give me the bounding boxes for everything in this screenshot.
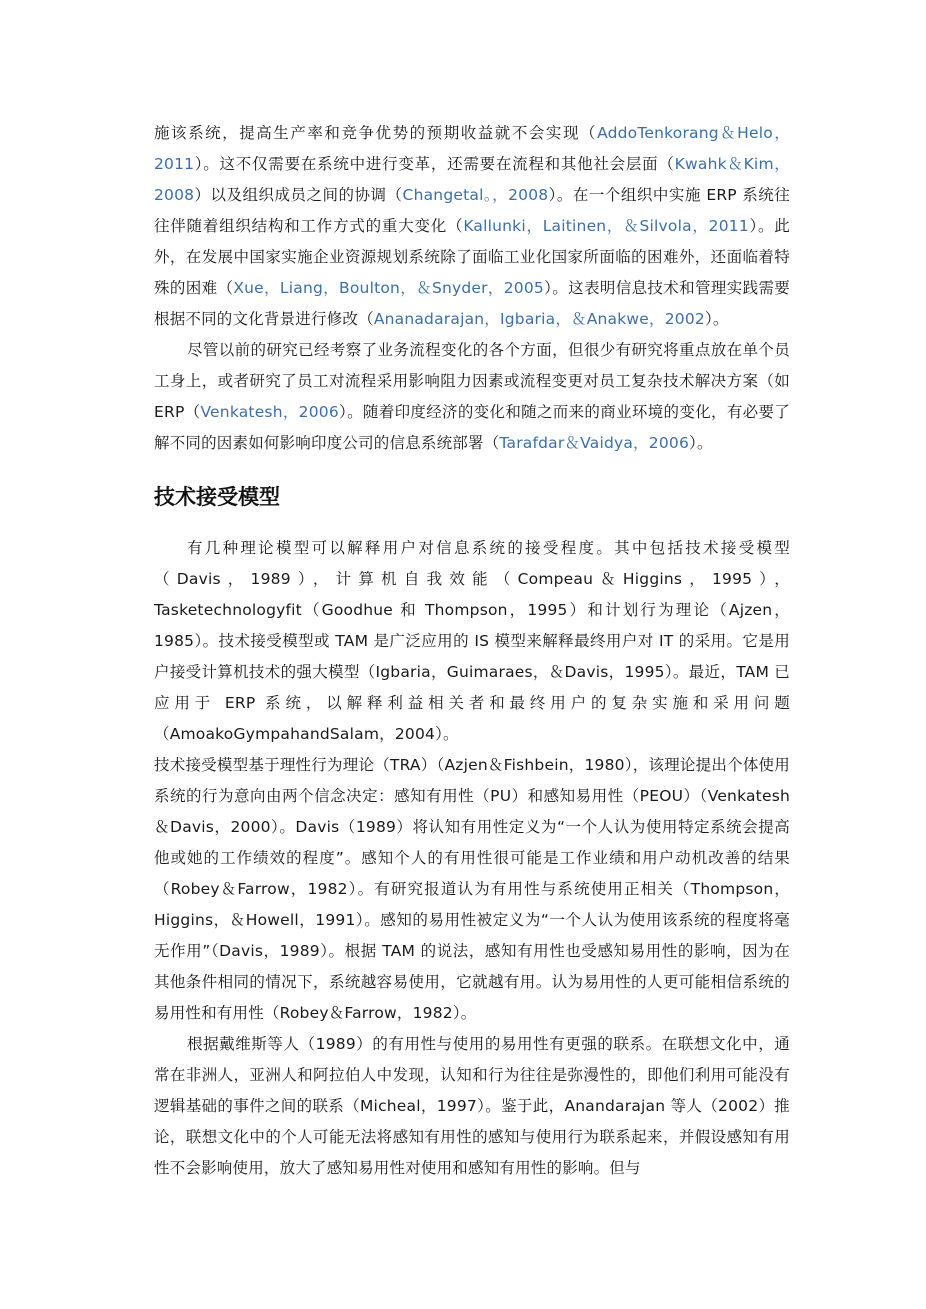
document-content xyxy=(154,118,790,1184)
paragraph-3: 有几种理论模型可以解释用户对信息系统的接受程度。其中包括技术接受模型（Davis，1989），计算机自我效能（Compeau＆Higgins，1995），Tasketechnologyfit（Goodhue 和 Thompson，1995）和计划行为理论（Ajzen，1985）。技术接受模型或 TAM 是广泛应用的 IS 模型来解释最终用户对 IT 的采用。它是用户接受计算机技术的强大模型（Igbaria，Guimaraes，＆Davis，1995）。最近，TAM 已应用于 ERP 系统，以解释利益相关者和最终用户的复杂实施和采用问题（AmoakoGympahandSalam，2004）。 xyxy=(154,539,790,743)
citation: Ananadarajan，Igbaria，＆Anakwe，2002 xyxy=(373,310,705,328)
text-segment: ）。在一个组织中实施 ERP 系统往往伴随着组织结构和工作方式的重大变化（ xyxy=(154,186,790,235)
section-heading: 技术接受模型 xyxy=(154,485,280,509)
paragraph-4: 技术接受模型基于理性行为理论（TRA）（Azjen＆Fishbein，1980），该理论提出个体使用系统的行为意向由两个信念决定：感知有用性（PU）和感知易用性（PEOU）（Venkatesh＆Davis，2000）。Davis（1989）将认知有用性定义为“一个人认为使用特定系统会提高他或她的工作绩效的程度”。感知个人的有用性很可能是工作业绩和用户动机改善的结果（Robey＆Farrow，1982）。有研究报道认为有用性与系统使用正相关（Thompson，Higgins，＆Howell，1991）。感知的易用性被定义为“一个人认为使用该系统的程度将毫无作用”（Davis，1989）。根据 TAM 的说法，感知有用性也受感知易用性的影响，因为在其他条件相同的情况下，系统越容易使用，它就越有用。认为易用性的人更可能相信系统的易用性和有用性（Robey＆Farrow，1982）。 xyxy=(154,756,790,1022)
text-segment: 尽管以前的研究已经考察了业务流程变化的各个方面，但很少有研究将重点放在单个员工身上，或者研究了员工对流程采用影响阻力因素或流程变更对员工复杂技术解决方案（如 ERP（ xyxy=(154,341,790,421)
citation: AddoTenkorang＆Helo，2011 xyxy=(154,124,790,173)
paragraph-5: 根据戴维斯等人（1989）的有用性与使用的易用性有更强的联系。在联想文化中，通常在非洲人，亚洲人和阿拉伯人中发现，认知和行为往往是弥漫性的，即他们利用可能没有逻辑基础的事件之间的联系（Micheal，1997）。鉴于此，Anandarajan 等人（2002）推论，联想文化中的个人可能无法将感知有用性的感知与使用行为联系起来，并假设感知有用性不会影响使用，放大了感知易用性对使用和感知有用性的影响。但与 xyxy=(154,1035,790,1177)
citation: Kwahk＆Kim，2008 xyxy=(154,155,790,204)
text-segment: 施该系统，提高生产率和竞争优势的预期收益就不会实现（ xyxy=(154,124,598,142)
text-segment: ）。这不仅需要在系统中进行变革，还需要在流程和其他社会层面（ xyxy=(194,155,675,173)
citation: Venkatesh，2006 xyxy=(200,403,339,421)
text-segment: ）。随着印度经济的变化和随之而来的商业环境的变化，有必要了解不同的因素如何影响印度公司的信息系统部署（ xyxy=(154,403,790,452)
citation: Changetal。，2008 xyxy=(402,186,549,204)
text-segment: ）。 xyxy=(704,310,729,328)
paragraph-1 xyxy=(154,118,790,335)
text-segment: ）。此外，在发展中国家实施企业资源规划系统除了面临工业化国家所面临的困难外，还面临着特殊的困难（ xyxy=(154,217,790,297)
citation: Tarafdar＆Vaidya，2006 xyxy=(499,434,690,452)
text-segment: ）。这表明信息技术和管理实践需要根据不同的文化背景进行修改（ xyxy=(154,279,791,328)
text-segment: ）。 xyxy=(689,434,713,452)
text-segment: ）以及组织成员之间的协调（ xyxy=(194,186,403,204)
citation: Kallunki，Laitinen，＆Silvola，2011 xyxy=(463,217,749,235)
citation: Xue，Liang，Boulton，＆Snyder，2005 xyxy=(233,279,544,297)
paragraph-2 xyxy=(154,335,790,459)
